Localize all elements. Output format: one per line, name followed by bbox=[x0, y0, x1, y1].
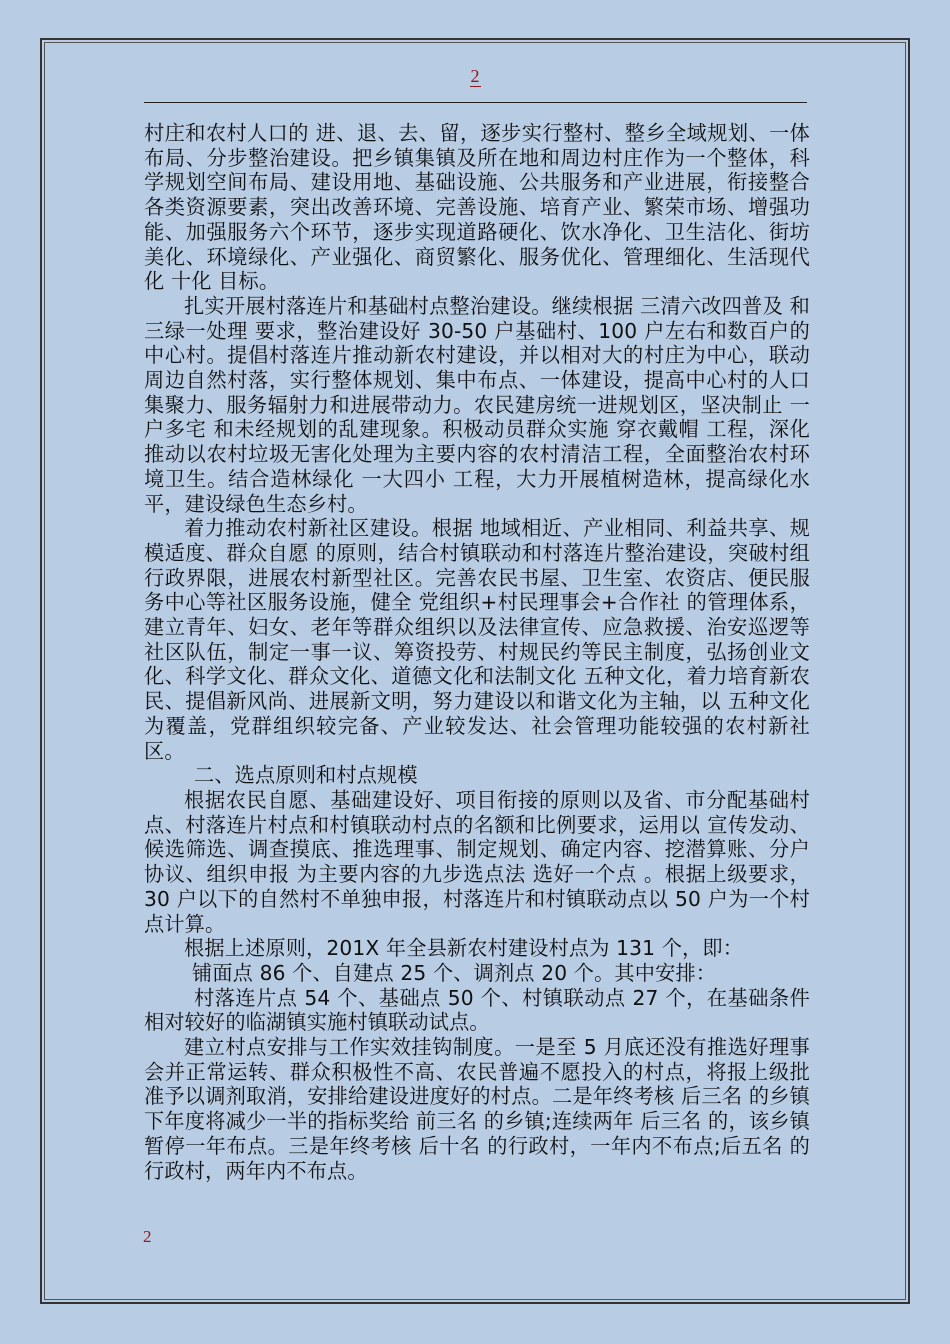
paragraph-5: 根据上述原则，201X 年全县新农村建设村点为 131 个，即： bbox=[184, 936, 744, 961]
paragraph-3: 着力推动农村新社区建设。根据 地域相近、产业相同、利益共享、规模适度、群众自愿 的原则，结合村镇联动和村落连片整治建设，突破村组行政界限，进展农村新型社区。完善农民书屋、卫生室、农资店、便民服务中心等社区服务设施，健全 党组织+村民理事会+合作社 的管理体系，建立青年、妇女、老年等群众组织以及法律宣传、应急救援、治安巡逻等社区队伍，制定一事一议、筹资投劳、村规民约等民主制度，弘扬创业文化、科学文化、群众文化、道德文化和法制文化 五种文化，着力培育新农民、提倡新风尚、进展新文明，努力建设以和谐文化为主轴，以 五种文化 为覆盖，党群组织较完备、产业较发达、社会管理功能较强的农村新社区。 bbox=[144, 516, 810, 763]
document-body bbox=[144, 121, 810, 1183]
header-page-number-text: 2 bbox=[470, 66, 480, 86]
paragraph-7: 村落连片点 54 个、基础点 50 个、村镇联动点 27 个，在基础条件相对较好的临湖镇实施村镇联动试点。 bbox=[144, 985, 810, 1035]
header-page-number bbox=[0, 66, 950, 87]
paragraph-2: 扎实开展村落连片和基础村点整治建设。继续根据 三清六改四普及 和 三绿一处理 要求，整治建设好 30-50 户基础村、100 户左右和数百户的中心村。提倡村落连片推动新农村建设，并以相对大的村庄为中心，联动周边自然村落，实行整体规划、集中布点、一体建设，提高中心村的人口集聚力、服务辐射力和进展带动力。农民建房统一进规划区，坚决制止 一户多宅 和未经规划的乱建现象。积极动员群众实施 穿衣戴帽 工程，深化推动以农村垃圾无害化处理为主要内容的农村清洁工程，全面整治农村环境卫生。结合造林绿化 一大四小 工程，大力开展植树造林，提高绿化水平，建设绿色生态乡村。 bbox=[144, 293, 810, 516]
footer-page-number: 2 bbox=[143, 1227, 152, 1246]
header-rule bbox=[144, 102, 807, 103]
paragraph-6: 铺面点 86 个、自建点 25 个、调剂点 20 个。其中安排： bbox=[192, 960, 717, 985]
section-heading: 二、选点原则和村点规模 bbox=[194, 763, 418, 788]
paragraph-1: 村庄和农村人口的 进、退、去、留，逐步实行整村、整乡全域规划、一体布局、分步整治建设。把乡镇集镇及所在地和周边村庄作为一个整体，科学规划空间布局、建设用地、基础设施、公共服务和产业进展，衔接整合各类资源要素，突出改善环境、完善设施、培育产业、繁荣市场、增强功能、加强服务六个环节，逐步实现道路硬化、饮水净化、卫生洁化、街坊美化、环境绿化、产业强化、商贸繁化、服务优化、管理细化、生活现代化 十化 目标。 bbox=[144, 121, 810, 294]
paragraph-8: 建立村点安排与工作实效挂钩制度。一是至 5 月底还没有推选好理事会并正常运转、群众积极性不高、农民普遍不愿投入的村点，将报上级批准予以调剂取消，安排给建设进度好的村点。二是年终考核 后三名 的乡镇下年度将减少一半的指标奖给 前三名 的乡镇;连续两年 后三名 的，该乡镇暂停一年布点。三是年终考核 后十名 的行政村，一年内不布点;后五名 的行政村，两年内不布点。 bbox=[144, 1035, 810, 1183]
paragraph-4: 根据农民自愿、基础建设好、项目衔接的原则以及省、市分配基础村点、村落连片村点和村镇联动村点的名额和比例要求，运用以 宣传发动、候选筛选、调查摸底、推选理事、制定规划、确定内容、挖潜算账、分户协议、组织申报 为主要内容的九步选点法 选好一个点 。根据上级要求，30 户以下的自然村不单独申报，村落连片和村镇联动点以 50 户为一个村点计算。 bbox=[144, 787, 810, 936]
